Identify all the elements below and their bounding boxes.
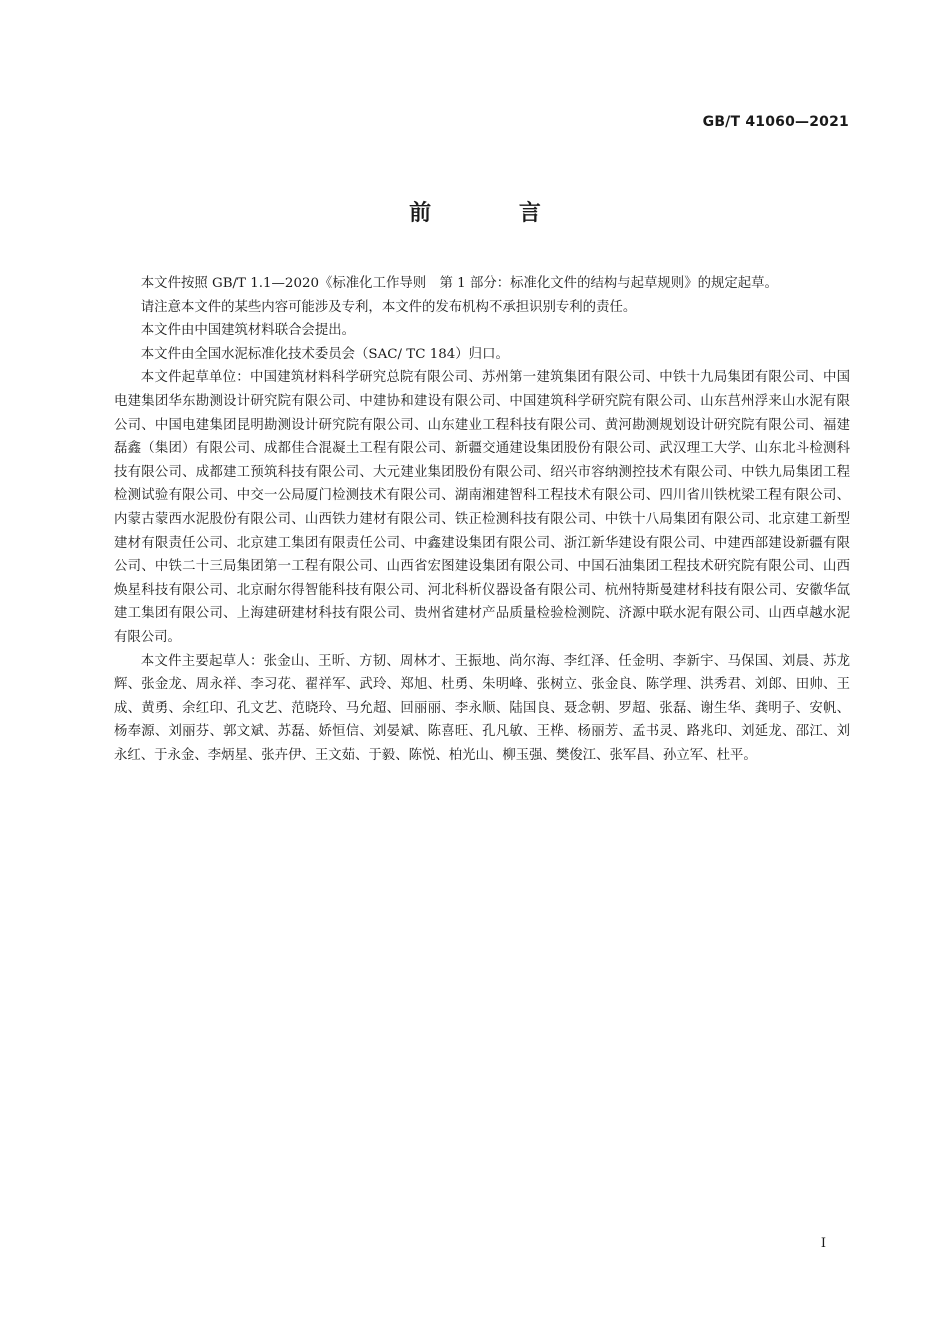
standard-code: GB/T 41060—2021 xyxy=(702,114,849,130)
paragraph-drafters: 本文件主要起草人：张金山、王昕、方韧、周林才、王振地、尚尔海、李红泽、任金明、李新宇、马保国、刘晨、苏龙辉、张金龙、周永祥、李习花、翟祥军、武玲、郑旭、杜勇、朱明峰、张树立、张金良、陈学理、洪秀君、刘郎、田帅、王成、黄勇、余红印、孔文艺、范晓玲、马允超、回丽丽、李永顺、陆国良、聂念朝、罗超、张磊、谢生华、龚明子、安帆、杨奉源、刘丽芬、郭文斌、苏磊、娇恒信、刘晏斌、陈喜旺、孔凡敏、王桦、杨丽芳、孟书灵、路兆印、刘延龙、邵江、刘永红、于永金、李炳星、张卉伊、王文茹、于毅、陈悦、柏光山、柳玉强、樊俊江、张军昌、孙立军、杜平。 xyxy=(114,653,850,763)
paragraph-patent-notice: 请注意本文件的某些内容可能涉及专利，本文件的发布机构不承担识别专利的责任。 xyxy=(140,299,637,315)
page-title: 前 言 xyxy=(409,201,581,226)
page-number: I xyxy=(820,1236,826,1251)
preface-body xyxy=(114,272,850,767)
paragraph-committee: 本文件由全国水泥标准化技术委员会（SAC/ TC 184）归口。 xyxy=(140,346,509,362)
paragraph-proposer: 本文件由中国建筑材料联合会提出。 xyxy=(140,323,356,339)
paragraph-drafting-units: 本文件起草单位：中国建筑材料科学研究总院有限公司、苏州第一建筑集团有限公司、中铁十九局集团有限公司、中国电建集团华东勘测设计研究院有限公司、中建协和建设有限公司、中国建筑科学研究院有限公司、山东莒州浮来山水泥有限公司、中国电建集团昆明勘测设计研究院有限公司、山东建业工程科技有限公司、黄河勘测规划设计研究院有限公司、福建磊鑫（集团）有限公司、成都佳合混凝土工程有限公司、新疆交通建设集团股份有限公司、武汉理工大学、山东北斗检测科技有限公司、成都建工预筑科技有限公司、大元建业集团股份有限公司、绍兴市容纳测控技术有限公司、中铁九局集团工程检测试验有限公司、中交一公局厦门检测技术有限公司、湖南湘建智科工程技术有限公司、四川省川铁枕梁工程有限公司、内蒙古蒙西水泥股份有限公司、山西铁力建材有限公司、铁正检测科技有限公司、中铁十八局集团有限公司、北京建工新型建材有限责任公司、北京建工集团有限责任公司、中鑫建设集团有限公司、浙江新华建设有限公司、中建西部建设新疆有限公司、中铁二十三局集团第一工程有限公司、山西省宏图建设集团有限公司、中国石油集团工程技术研究院有限公司、山西焕星科技有限公司、北京耐尔得智能科技有限公司、河北科析仪器设备有限公司、杭州特斯曼建材科技有限公司、安徽华氙建工集团有限公司、上海建研建材科技有限公司、贵州省建材产品质量检验检测院、济源中联水泥有限公司、山西卓越水泥有限公司。 xyxy=(114,370,850,645)
paragraph-drafting-rules: 本文件按照 GB/T 1.1—2020《标准化工作导则 第 1 部分：标准化文件的结构与起草规则》的规定起草。 xyxy=(140,276,778,291)
